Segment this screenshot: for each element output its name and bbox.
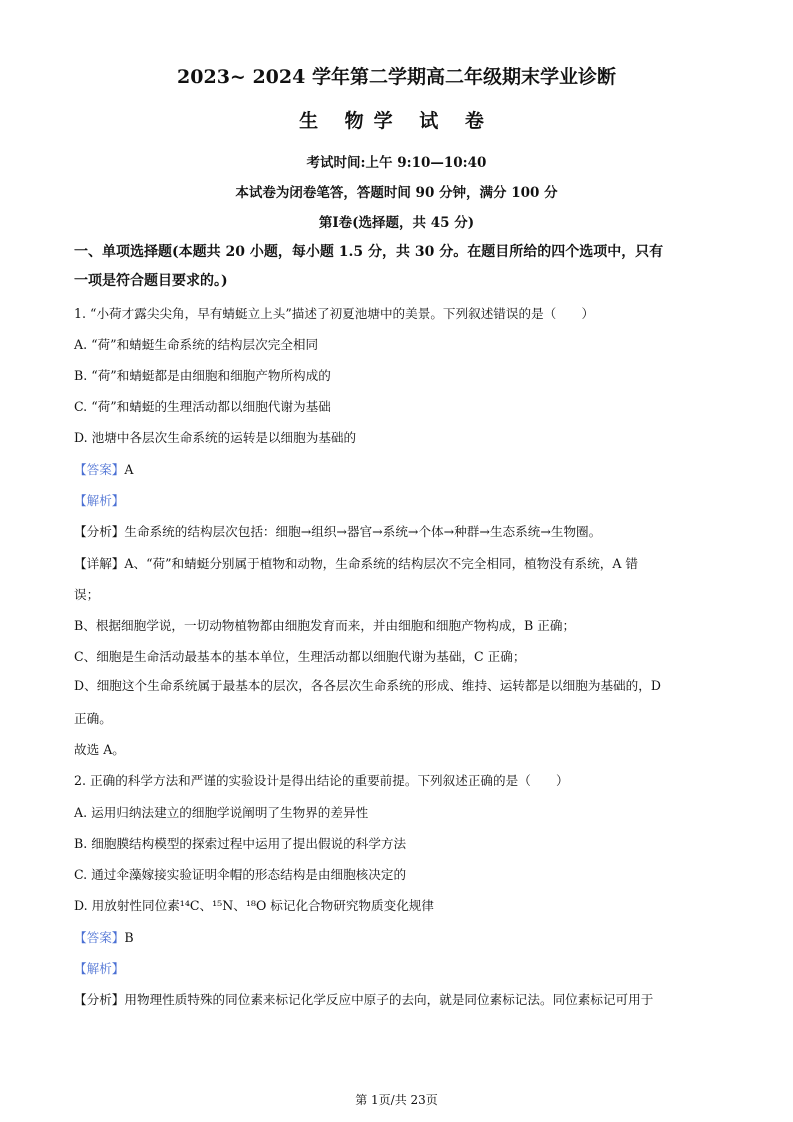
analysis-label: 【解析】	[74, 493, 125, 508]
answer-value: A	[124, 462, 134, 477]
q1-detail-d-line-1: D、细胞这个生命系统属于最基本的层次，各各层次生命系统的形成、维持、运转都是以细胞为基础的，D	[74, 678, 661, 693]
exam-title: 2023~ 2024 学年第二学期高二年级期末学业诊断	[177, 66, 616, 88]
q1-option-d: D. 池塘中各层次生命系统的运转是以细胞为基础的	[74, 430, 357, 445]
q1-conclusion: 故选 A。	[74, 742, 125, 757]
fenxi-label: 【分析】	[74, 992, 125, 1007]
fenxi-text: 用物理性质特殊的同位素来标记化学反应中原子的去向，就是同位素标记法。同位素标记可用于	[124, 992, 654, 1007]
q1-option-b: B. “荷”和蜻蜓都是由细胞和细胞产物所构成的	[74, 368, 331, 383]
answer-value: B	[124, 930, 134, 945]
fenxi-label: 【分析】	[74, 524, 125, 539]
q1-answer	[74, 461, 722, 479]
q1-detail-b: B、根据细胞学说，一切动物植物都由细胞发育而来，并由细胞和细胞产物构成，B 正确；	[74, 618, 576, 633]
q1-detail-d-line-2: 正确。	[74, 711, 112, 726]
q2-stem: 2. 正确的科学方法和严谨的实验设计是得出结论的重要前提。下列叙述正确的是（ ）	[74, 773, 569, 788]
fenxi-text: 生命系统的结构层次包括：细胞→组织→器官→系统→个体→种群→生态系统→生物圈。	[124, 524, 602, 539]
q1-fenxi	[74, 523, 722, 541]
exam-rules: 本试卷为闭卷笔答，答题时间 90 分钟，满分 100 分	[235, 185, 558, 201]
q2-option-a: A. 运用归纳法建立的细胞学说阐明了生物界的差异性	[74, 805, 369, 820]
q1-detail-a-line-1	[74, 555, 722, 573]
answer-label: 【答案】	[74, 462, 125, 477]
section-heading-line-1: 一、单项选择题(本题共 20 小题，每小题 1.5 分，共 30 分。在题目所给的四个选项中，只有	[74, 244, 664, 260]
answer-label: 【答案】	[74, 930, 125, 945]
section-heading-line-2: 一项是符合题目要求的。)	[74, 273, 228, 289]
q1-detail-a-line-2: 误；	[74, 587, 100, 602]
q1-analysis-heading	[74, 492, 722, 510]
exam-subtitle: 生 物学 试 卷	[299, 110, 494, 132]
q2-answer	[74, 929, 722, 947]
q1-stem: 1. “小荷才露尖尖角，早有蜻蜓立上头”描述了初夏池塘中的美景。下列叙述错误的是（ ）	[74, 306, 595, 321]
detail-a-text: A、“荷”和蜻蜓分别属于植物和动物，生命系统的结构层次不完全相同，植物没有系统，A 错	[124, 556, 639, 571]
analysis-label: 【解析】	[74, 961, 125, 976]
page-number: 第 1页/共 23页	[355, 1093, 438, 1107]
exam-time: 考试时间:上午 9:10—10:40	[306, 155, 487, 171]
q1-detail-c: C、细胞是生命活动最基本的基本单位，生理活动都以细胞代谢为基础，C 正确；	[74, 649, 526, 664]
part-heading: 第Ⅰ卷(选择题，共 45 分)	[318, 215, 475, 231]
q2-fenxi	[74, 991, 722, 1009]
q1-option-a: A. “荷”和蜻蜓生命系统的结构层次完全相同	[74, 337, 319, 352]
q2-option-c: C. 通过伞藻嫁接实验证明伞帽的形态结构是由细胞核决定的	[74, 867, 407, 882]
q2-analysis-heading	[74, 960, 722, 978]
q2-option-b: B. 细胞膜结构模型的探索过程中运用了提出假说的科学方法	[74, 836, 407, 851]
q1-option-c: C. “荷”和蜻蜓的生理活动都以细胞代谢为基础	[74, 399, 331, 414]
xiangjie-label: 【详解】	[74, 556, 125, 571]
q2-option-d: D. 用放射性同位素¹⁴C、¹⁵N、¹⁸O 标记化合物研究物质变化规律	[74, 898, 434, 913]
